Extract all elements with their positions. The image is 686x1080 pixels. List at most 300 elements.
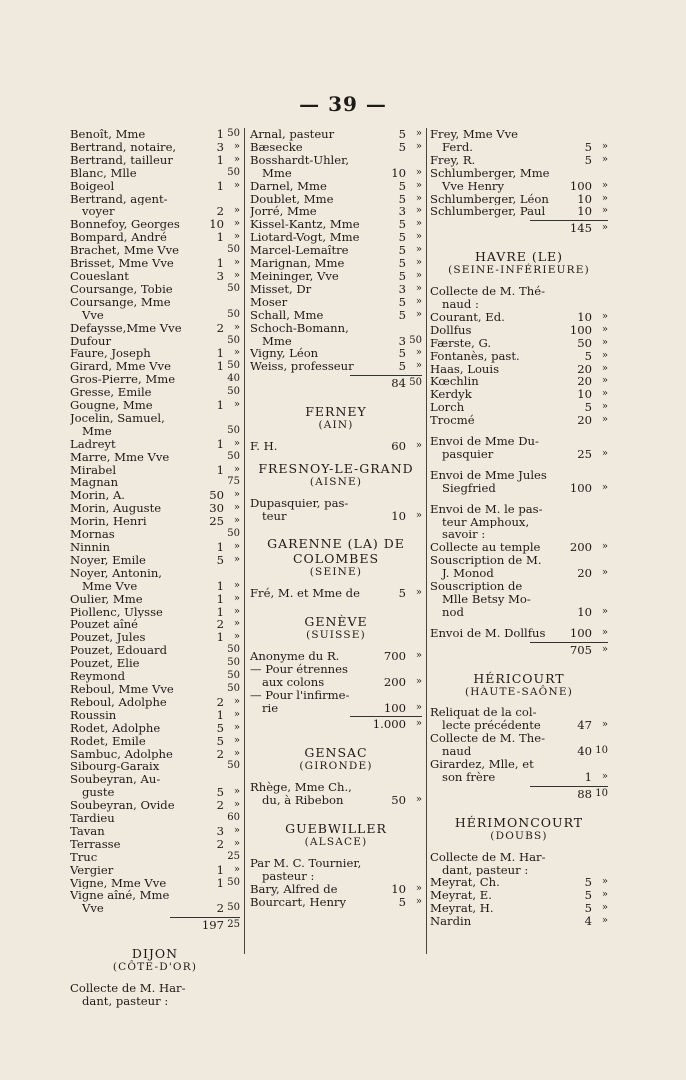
entry-amount: 50	[209, 488, 224, 503]
entry-cents: 60	[227, 812, 240, 824]
entry-name: Coursange, Mme	[70, 295, 171, 309]
list-entry	[430, 388, 608, 401]
list-entry	[430, 285, 608, 298]
subtotal-cents: »	[415, 718, 422, 730]
entry-name: Benoît, Mme	[70, 128, 146, 141]
entry-cents: »	[601, 626, 608, 638]
list-entry	[70, 748, 240, 761]
entry-name: Noyer, Emile	[70, 553, 146, 567]
list-entry	[430, 719, 608, 732]
list-entry	[250, 154, 422, 167]
list-entry	[430, 435, 608, 448]
entry-amount: 1	[216, 540, 224, 554]
entry-name: son frère	[442, 770, 496, 784]
entry-name: Mme	[82, 424, 112, 438]
entry-cents: »	[601, 915, 608, 927]
entry-cents: 50	[227, 128, 240, 139]
entry-cents: »	[601, 414, 608, 426]
entry-amount: 2	[216, 694, 224, 709]
entry-cents: »	[233, 631, 240, 643]
entry-name: Collecte de M. The-	[430, 732, 546, 746]
entry-name: F. H.	[250, 439, 278, 453]
entry-cents: »	[601, 447, 608, 459]
list-entry	[430, 167, 608, 180]
entry-amount: 4	[584, 914, 592, 929]
entry-name: Piollenc, Ulysse	[70, 605, 163, 619]
list-entry	[250, 440, 422, 453]
entry-cents: »	[601, 362, 608, 374]
spacer	[430, 277, 608, 285]
list-entry	[70, 528, 240, 541]
entry-cents: »	[233, 347, 240, 359]
entry-cents: »	[415, 282, 422, 294]
list-entry	[250, 896, 422, 909]
entry-amount: 50	[391, 793, 406, 808]
entry-name: Pouzet aîné	[70, 618, 139, 632]
section-subheading: (SUISSE)	[306, 629, 366, 641]
list-entry	[70, 825, 240, 838]
list-entry	[430, 889, 608, 902]
entry-name: Brachet, Mme Vve	[70, 244, 180, 258]
entry-name: pasquier	[442, 447, 494, 461]
entry-name: — Pour l'infirme-	[250, 688, 350, 702]
entry-cents: »	[601, 310, 608, 322]
list-entry	[430, 606, 608, 619]
entry-name: Bæsecke	[250, 140, 303, 154]
entry-amount: 20	[577, 413, 592, 428]
entry-amount: 10	[577, 309, 592, 324]
list-entry	[250, 883, 422, 896]
list-entry	[70, 889, 240, 902]
entry-name: Meyrat, H.	[430, 902, 494, 916]
list-entry	[250, 270, 422, 283]
entry-cents: 50	[227, 528, 240, 540]
list-entry	[70, 812, 240, 825]
list-entry	[430, 324, 608, 337]
list-entry	[430, 902, 608, 915]
entry-name: Vigne aîné, Mme	[70, 889, 170, 903]
list-entry	[250, 128, 422, 141]
spacer	[430, 427, 608, 435]
entry-amount: 100	[569, 322, 592, 337]
list-entry	[70, 786, 240, 799]
list-entry	[70, 180, 240, 193]
entry-amount: 100	[569, 480, 592, 495]
entry-cents: 50	[227, 760, 240, 772]
entry-cents: »	[415, 192, 422, 204]
entry-cents: »	[233, 437, 240, 449]
entry-amount: 10	[391, 165, 406, 180]
entry-name: Rhège, Mme Ch.,	[250, 781, 352, 795]
subtotal-amount: 197	[201, 918, 224, 933]
entry-name: Oulier, Mme	[70, 592, 143, 606]
entry-amount: 1	[216, 578, 224, 593]
entry-name: Boigeol	[70, 179, 115, 193]
section-subheading: (DOUBS)	[490, 829, 548, 842]
entry-amount: 1	[216, 359, 224, 374]
entry-cents: »	[601, 192, 608, 204]
entry-cents: »	[233, 837, 240, 849]
entry-amount: 5	[584, 901, 592, 916]
entry-name: pasteur :	[262, 869, 315, 883]
entry-cents: »	[415, 882, 422, 894]
section-heading: HÉRIMONCOURT	[454, 814, 584, 830]
entry-amount: 10	[577, 204, 592, 219]
entry-cents: »	[233, 799, 240, 811]
subtotal-cents: »	[601, 643, 608, 655]
entry-name: Bompard, André	[70, 231, 167, 245]
entry-name: Doublet, Mme	[250, 192, 334, 206]
entry-amount: 20	[577, 361, 592, 376]
entry-name: Lorch	[430, 401, 465, 415]
entry-amount: 100	[383, 700, 406, 715]
spacer	[250, 849, 422, 857]
entry-cents: »	[233, 605, 240, 617]
page-number: — 39 —	[299, 92, 387, 116]
list-entry	[70, 335, 240, 348]
entry-cents: »	[415, 794, 422, 806]
list-entry	[70, 141, 240, 154]
entry-name: Liotard-Vogt, Mme	[250, 231, 360, 245]
entry-name: Reymond	[70, 670, 126, 683]
entry-name: Gros-Pierre, Mme	[70, 373, 176, 387]
entry-name: Mme	[262, 166, 292, 180]
entry-name: guste	[82, 786, 115, 800]
entry-name: Rodet, Adolphe	[70, 721, 161, 735]
list-entry	[430, 448, 608, 461]
entry-name: Marignan, Mme	[250, 257, 345, 270]
entry-cents: »	[601, 481, 608, 493]
list-entry	[70, 644, 240, 657]
entry-name: Fré, M. et Mme de	[250, 587, 360, 601]
list-entry	[430, 205, 608, 218]
entry-cents: »	[233, 579, 240, 591]
list-entry	[430, 915, 608, 928]
entry-amount: 5	[584, 348, 592, 363]
entry-name: Vigny, Léon	[250, 347, 319, 361]
entry-cents: »	[601, 179, 608, 191]
entry-cents: »	[233, 218, 240, 230]
list-entry	[250, 205, 422, 218]
entry-cents: »	[415, 179, 422, 191]
entry-cents: 50	[227, 282, 240, 294]
entry-cents: »	[601, 401, 608, 413]
entry-name: Misset, Dr	[250, 282, 312, 296]
entry-amount: 5	[398, 294, 406, 309]
entry-amount: 1	[216, 398, 224, 413]
entry-name: Dufour	[70, 334, 112, 348]
entry-name: Magnan	[70, 476, 119, 490]
entry-amount: 5	[216, 552, 224, 567]
list-entry	[70, 982, 240, 995]
column-1	[70, 128, 240, 1008]
list-entry	[250, 296, 422, 309]
entry-cents: »	[601, 567, 608, 579]
entry-cents: »	[415, 308, 422, 320]
entry-amount: 1	[216, 346, 224, 361]
entry-amount: 2	[216, 320, 224, 335]
entry-amount: 5	[398, 178, 406, 193]
entry-amount: 5	[216, 733, 224, 748]
entry-cents: »	[415, 140, 422, 152]
entry-name: Ladreyt	[70, 437, 116, 451]
spacer	[430, 495, 608, 503]
entry-cents: 50	[227, 644, 240, 656]
entry-name: Pouzet, Jules	[70, 631, 146, 645]
entry-cents: »	[233, 489, 240, 501]
section-heading: FERNEY	[305, 404, 367, 420]
subtotal	[430, 644, 608, 657]
entry-amount: 25	[577, 446, 592, 461]
entry-cents: »	[601, 375, 608, 387]
list-entry	[70, 877, 240, 890]
spacer	[250, 600, 422, 614]
entry-amount: 100	[569, 178, 592, 193]
list-entry	[250, 218, 422, 231]
entry-cents: »	[233, 553, 240, 565]
entry-cents: »	[601, 719, 608, 731]
entry-name: Kœchlin	[430, 375, 479, 389]
entry-name: Frey, R.	[430, 153, 476, 167]
entry-amount: 1	[216, 462, 224, 477]
entry-amount: 10	[577, 604, 592, 619]
entry-cents: »	[233, 399, 240, 411]
section-heading: FRESNOY-LE-GRAND	[258, 460, 414, 476]
spacer	[430, 801, 608, 815]
entry-amount: 1	[216, 875, 224, 890]
list-entry	[70, 347, 240, 360]
list-entry	[70, 515, 240, 528]
list-entry	[70, 257, 240, 270]
entry-amount: 5	[398, 191, 406, 206]
list-entry	[250, 322, 422, 335]
entry-name: Schall, Mme	[250, 308, 324, 322]
entry-name: Gougne, Mme	[70, 399, 153, 412]
spacer	[250, 522, 422, 536]
entry-cents: »	[601, 902, 608, 914]
entry-name: Envoi de Mme Du-	[430, 435, 539, 448]
list-entry	[250, 283, 422, 296]
entry-amount: 1	[216, 230, 224, 245]
column-2	[250, 128, 422, 908]
subtotal	[430, 788, 608, 801]
entry-name: Schoch-Bomann,	[250, 321, 349, 335]
spacer	[250, 773, 422, 781]
entry-name: Collecte de M. Thé-	[430, 285, 546, 298]
entry-name: Courant, Ed.	[430, 310, 505, 324]
subtotal-amount: 88	[577, 786, 592, 801]
list-entry	[70, 567, 240, 580]
entry-cents: »	[601, 876, 608, 888]
entry-cents: 40	[227, 373, 240, 385]
subtotal-cents: 10	[595, 787, 608, 799]
entry-cents: »	[415, 649, 422, 661]
entry-name: Collecte de M. Har-	[70, 982, 186, 995]
list-entry	[70, 851, 240, 864]
list-entry	[430, 864, 608, 877]
entry-amount: 1	[216, 630, 224, 645]
entry-amount: 1	[216, 152, 224, 167]
list-entry	[430, 567, 608, 580]
list-entry	[250, 676, 422, 689]
entry-cents: »	[415, 231, 422, 243]
spacer	[430, 843, 608, 851]
list-entry	[430, 758, 608, 771]
entry-cents: »	[233, 205, 240, 217]
entry-name: Sibourg-Garaix	[70, 760, 160, 774]
entry-cents: »	[233, 734, 240, 746]
entry-cents: »	[233, 747, 240, 759]
entry-cents: »	[233, 708, 240, 720]
entry-cents: 50	[409, 334, 422, 346]
list-entry	[70, 244, 240, 257]
list-entry	[70, 709, 240, 722]
section-heading: GARENNE (LA) DE	[267, 536, 405, 552]
entry-cents: »	[601, 605, 608, 617]
entry-cents: »	[233, 721, 240, 733]
entry-cents: »	[601, 153, 608, 165]
entry-amount: 5	[398, 307, 406, 322]
entry-amount: 5	[398, 256, 406, 271]
entry-name: Marcel-Lemaître	[250, 244, 349, 258]
entry-cents: »	[233, 863, 240, 875]
list-entry	[70, 231, 240, 244]
entry-name: Morin, Auguste	[70, 502, 162, 516]
entry-name: Schlumberger, Mme	[430, 166, 550, 180]
list-entry	[70, 864, 240, 877]
entry-name: Kerdyk	[430, 388, 472, 402]
entry-cents: »	[233, 140, 240, 152]
entry-cents: »	[601, 140, 608, 152]
entry-amount: 1	[216, 591, 224, 606]
entry-amount: 10	[391, 508, 406, 523]
entry-amount: 25	[209, 514, 224, 529]
entry-name: Meyrat, E.	[430, 889, 492, 903]
entry-name: Faure, Joseph	[70, 347, 151, 361]
entry-name: Girard, Mme Vve	[70, 360, 171, 374]
list-entry	[70, 902, 240, 915]
entry-name: Souscription de	[430, 580, 523, 593]
list-entry	[70, 593, 240, 606]
entry-amount: 2	[216, 798, 224, 813]
entry-amount: 20	[577, 566, 592, 581]
section-subheading: (SEINE)	[309, 566, 363, 579]
entry-amount: 1	[216, 862, 224, 877]
entry-name: Darnel, Mme	[250, 179, 327, 193]
spacer	[430, 698, 608, 706]
entry-name: Soubeyran, Ovide	[70, 799, 175, 813]
entry-cents: 50	[227, 166, 240, 178]
entry-cents: 50	[227, 244, 240, 256]
entry-name: nod	[442, 605, 464, 619]
list-entry	[70, 618, 240, 631]
section-heading: GUEBWILLER	[285, 820, 387, 836]
section-heading: HÉRICOURT	[473, 670, 565, 686]
section-subheading: (HAUTE-SAÔNE)	[464, 685, 574, 698]
list-entry	[70, 657, 240, 670]
list-entry	[250, 870, 422, 883]
entry-name: Vve	[82, 308, 104, 322]
entry-name: Blanc, Mlle	[70, 166, 137, 180]
entry-cents: »	[233, 179, 240, 191]
entry-cents: »	[233, 463, 240, 475]
entry-name: Bertrand, agent-	[70, 192, 168, 206]
entry-amount: 200	[383, 674, 406, 689]
list-entry	[70, 670, 240, 683]
entry-name: Meininger, Vve	[250, 269, 339, 283]
entry-name: Vergier	[70, 863, 114, 877]
spacer	[70, 974, 240, 982]
spacer	[250, 579, 422, 587]
entry-name: Par M. C. Tournier,	[250, 856, 362, 870]
section-subheading: (GIRONDE)	[299, 760, 373, 773]
entry-amount: 1	[584, 769, 592, 784]
spacer	[430, 657, 608, 671]
entry-name: Trocmé	[430, 414, 475, 428]
entry-amount: 5	[216, 720, 224, 735]
entry-name: Jorré, Mme	[250, 205, 317, 219]
entry-name: Schlumberger, Paul	[430, 205, 546, 219]
entry-cents: »	[415, 218, 422, 230]
entry-cents: »	[233, 231, 240, 243]
sum-rule	[530, 220, 608, 221]
list-entry	[430, 311, 608, 324]
entry-name: Meyrat, Ch.	[430, 876, 500, 890]
list-entry	[250, 587, 422, 600]
list-entry	[430, 771, 608, 784]
list-entry	[250, 193, 422, 206]
list-entry	[70, 425, 240, 438]
list-entry	[430, 627, 608, 640]
entry-amount: 2	[216, 746, 224, 761]
entry-amount: 100	[569, 625, 592, 640]
entry-name: Weiss, professeur	[250, 360, 354, 374]
list-entry	[430, 180, 608, 193]
entry-cents: 50	[227, 902, 240, 914]
list-entry	[70, 438, 240, 451]
list-entry	[250, 231, 422, 244]
entry-name: Girardez, Mlle, et	[430, 758, 534, 771]
entry-cents: »	[415, 675, 422, 687]
entry-name: Envoi de M. le pas-	[430, 502, 543, 516]
list-entry	[250, 347, 422, 360]
entry-cents: »	[233, 592, 240, 604]
section-subheading: (CÔTE-D'OR)	[112, 961, 198, 974]
list-entry	[70, 270, 240, 283]
sum-rule	[530, 642, 608, 643]
section-heading: HAVRE (LE)	[474, 249, 564, 265]
list-entry	[70, 128, 240, 141]
list-entry	[250, 257, 422, 270]
entry-name: Mlle Betsy Mo-	[442, 593, 531, 606]
list-entry	[430, 298, 608, 311]
list-entry	[70, 193, 240, 206]
list-entry	[250, 497, 422, 510]
list-entry	[70, 373, 240, 386]
entry-amount: 700	[383, 648, 406, 663]
list-entry	[430, 745, 608, 758]
list-entry	[70, 683, 240, 696]
entry-amount: 2	[216, 836, 224, 851]
entry-cents: »	[415, 244, 422, 256]
entry-cents: 50	[227, 334, 240, 346]
entry-name: Souscription de M.	[430, 554, 542, 568]
list-entry	[430, 128, 608, 141]
entry-name: Marre, Mme Vve	[70, 450, 170, 464]
list-entry	[430, 876, 608, 889]
entry-name: rie	[262, 701, 279, 715]
entry-amount: 5	[398, 217, 406, 232]
